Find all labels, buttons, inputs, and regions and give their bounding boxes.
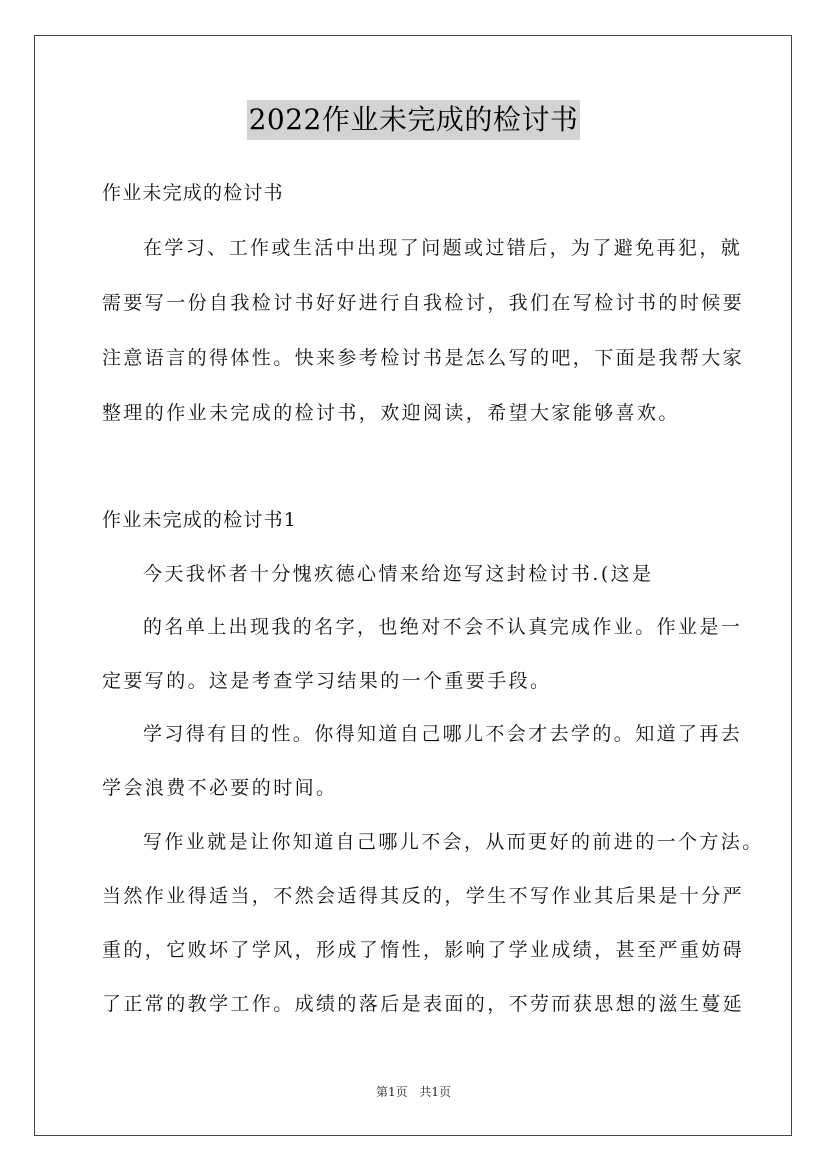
paragraph-line: 定要写的。这是考查学习结果的一个重要手段。 [102, 670, 552, 692]
paragraph-line: 注意语言的得体性。快来参考检讨书是怎么写的吧，下面是我帮大家 [102, 347, 745, 369]
paragraph-line: 今天我怀者十分愧疚德心情来给迩写这封检讨书.(这是 [143, 563, 654, 585]
paragraph-line: 了正常的教学工作。成绩的落后是表面的，不劳而获思想的滋生蔓延 [102, 993, 745, 1015]
page-total: 共1页 [419, 1085, 452, 1099]
section-heading: 作业未完成的检讨书 [102, 182, 284, 204]
paragraph-line: 写作业就是让你知道自己哪儿不会，从而更好的前进的一个方法。 [143, 831, 764, 853]
title-container [0, 100, 827, 140]
paragraph-line: 学会浪费不必要的时间。 [102, 777, 338, 799]
page-number: 第1页 [375, 1085, 408, 1099]
paragraph-line: 当然作业得适当，不然会适得其反的，学生不写作业其后果是十分严 [102, 885, 745, 907]
document-title: 2022作业未完成的检讨书 [247, 100, 581, 140]
page-footer [0, 1084, 827, 1100]
paragraph-line: 在学习、工作或生活中出现了问题或过错后，为了避免再犯，就 [143, 237, 743, 259]
paragraph-line: 的名单上出现我的名字，也绝对不会不认真完成作业。作业是一 [143, 616, 743, 638]
paragraph-line: 整理的作业未完成的检讨书，欢迎阅读，希望大家能够喜欢。 [102, 402, 680, 424]
paragraph-line: 需要写一份自我检讨书好好进行自我检讨，我们在写检讨书的时候要 [102, 292, 745, 314]
paragraph-line: 学习得有目的性。你得知道自己哪儿不会才去学的。知道了再去 [143, 723, 743, 745]
section-heading: 作业未完成的检讨书1 [102, 509, 298, 531]
paragraph-line: 重的，它败坏了学风，形成了惰性，影响了学业成绩，甚至严重妨碍 [102, 939, 745, 961]
